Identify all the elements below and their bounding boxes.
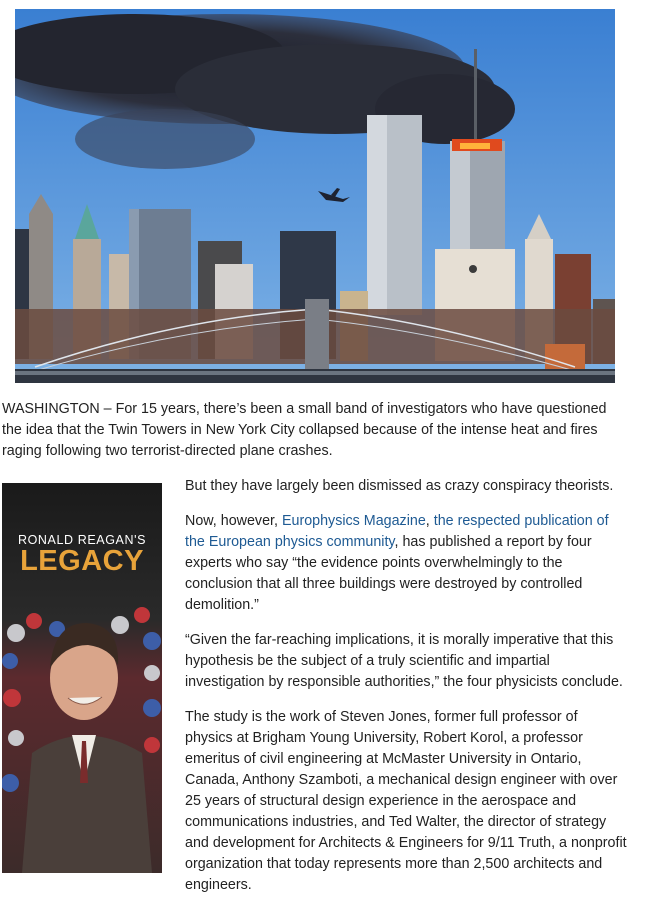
european-physics-community-link[interactable]: the respected publication of the European physics community bbox=[185, 513, 609, 550]
p2-rest: , has published a report by four experts who say “the evidence points overwhelmingly to the conclusion that all three buildings were destroyed by controlled demolition.” bbox=[185, 534, 592, 613]
twin-towers-photo-icon bbox=[15, 9, 615, 383]
reagan-legacy-ad[interactable] bbox=[2, 483, 162, 873]
article-paragraph-4: The study is the work of Steven Jones, former full professor of physics at Brigham Young University, Robert Korol, a professor emeritus of civil engineering at McMaster University in Ontario, Canada, Anthony Szamboti, a mechanical design engineer with over 25 years of structural design experience in the aerospace and communications industries, and Ted Walter, the director of strategy and development for Architects & Engineers for 9/11 Truth, a nonprofit organization that today represents more than 2,500 architects and engineers. bbox=[185, 709, 627, 893]
p2-separator: , bbox=[425, 513, 434, 529]
lead-paragraph: WASHINGTON – For 15 years, there’s been a small band of investigators who have questioned the idea that the Twin Towers in New York City collapsed because of the intense heat and fires raging following two terrorist-directed plane crashes. bbox=[2, 401, 607, 459]
p2-intro: Now, however, bbox=[185, 513, 282, 529]
article-paragraph-2 bbox=[185, 511, 627, 616]
ad-title: LEGACY bbox=[20, 545, 144, 577]
article-body bbox=[185, 476, 627, 910]
ad-heading: RONALD REAGAN'S bbox=[17, 533, 147, 547]
hero-image bbox=[15, 9, 615, 383]
europhysics-magazine-link[interactable]: Europhysics Magazine bbox=[281, 513, 426, 529]
article-paragraph-1: But they have largely been dismissed as crazy conspiracy theorists. bbox=[185, 478, 614, 494]
article-paragraph-3: “Given the far-reaching implications, it is morally imperative that this hypothesis be the subject of a truly scientific and impartial investigation by responsible authorities,” the four physicists conclude. bbox=[185, 632, 623, 690]
